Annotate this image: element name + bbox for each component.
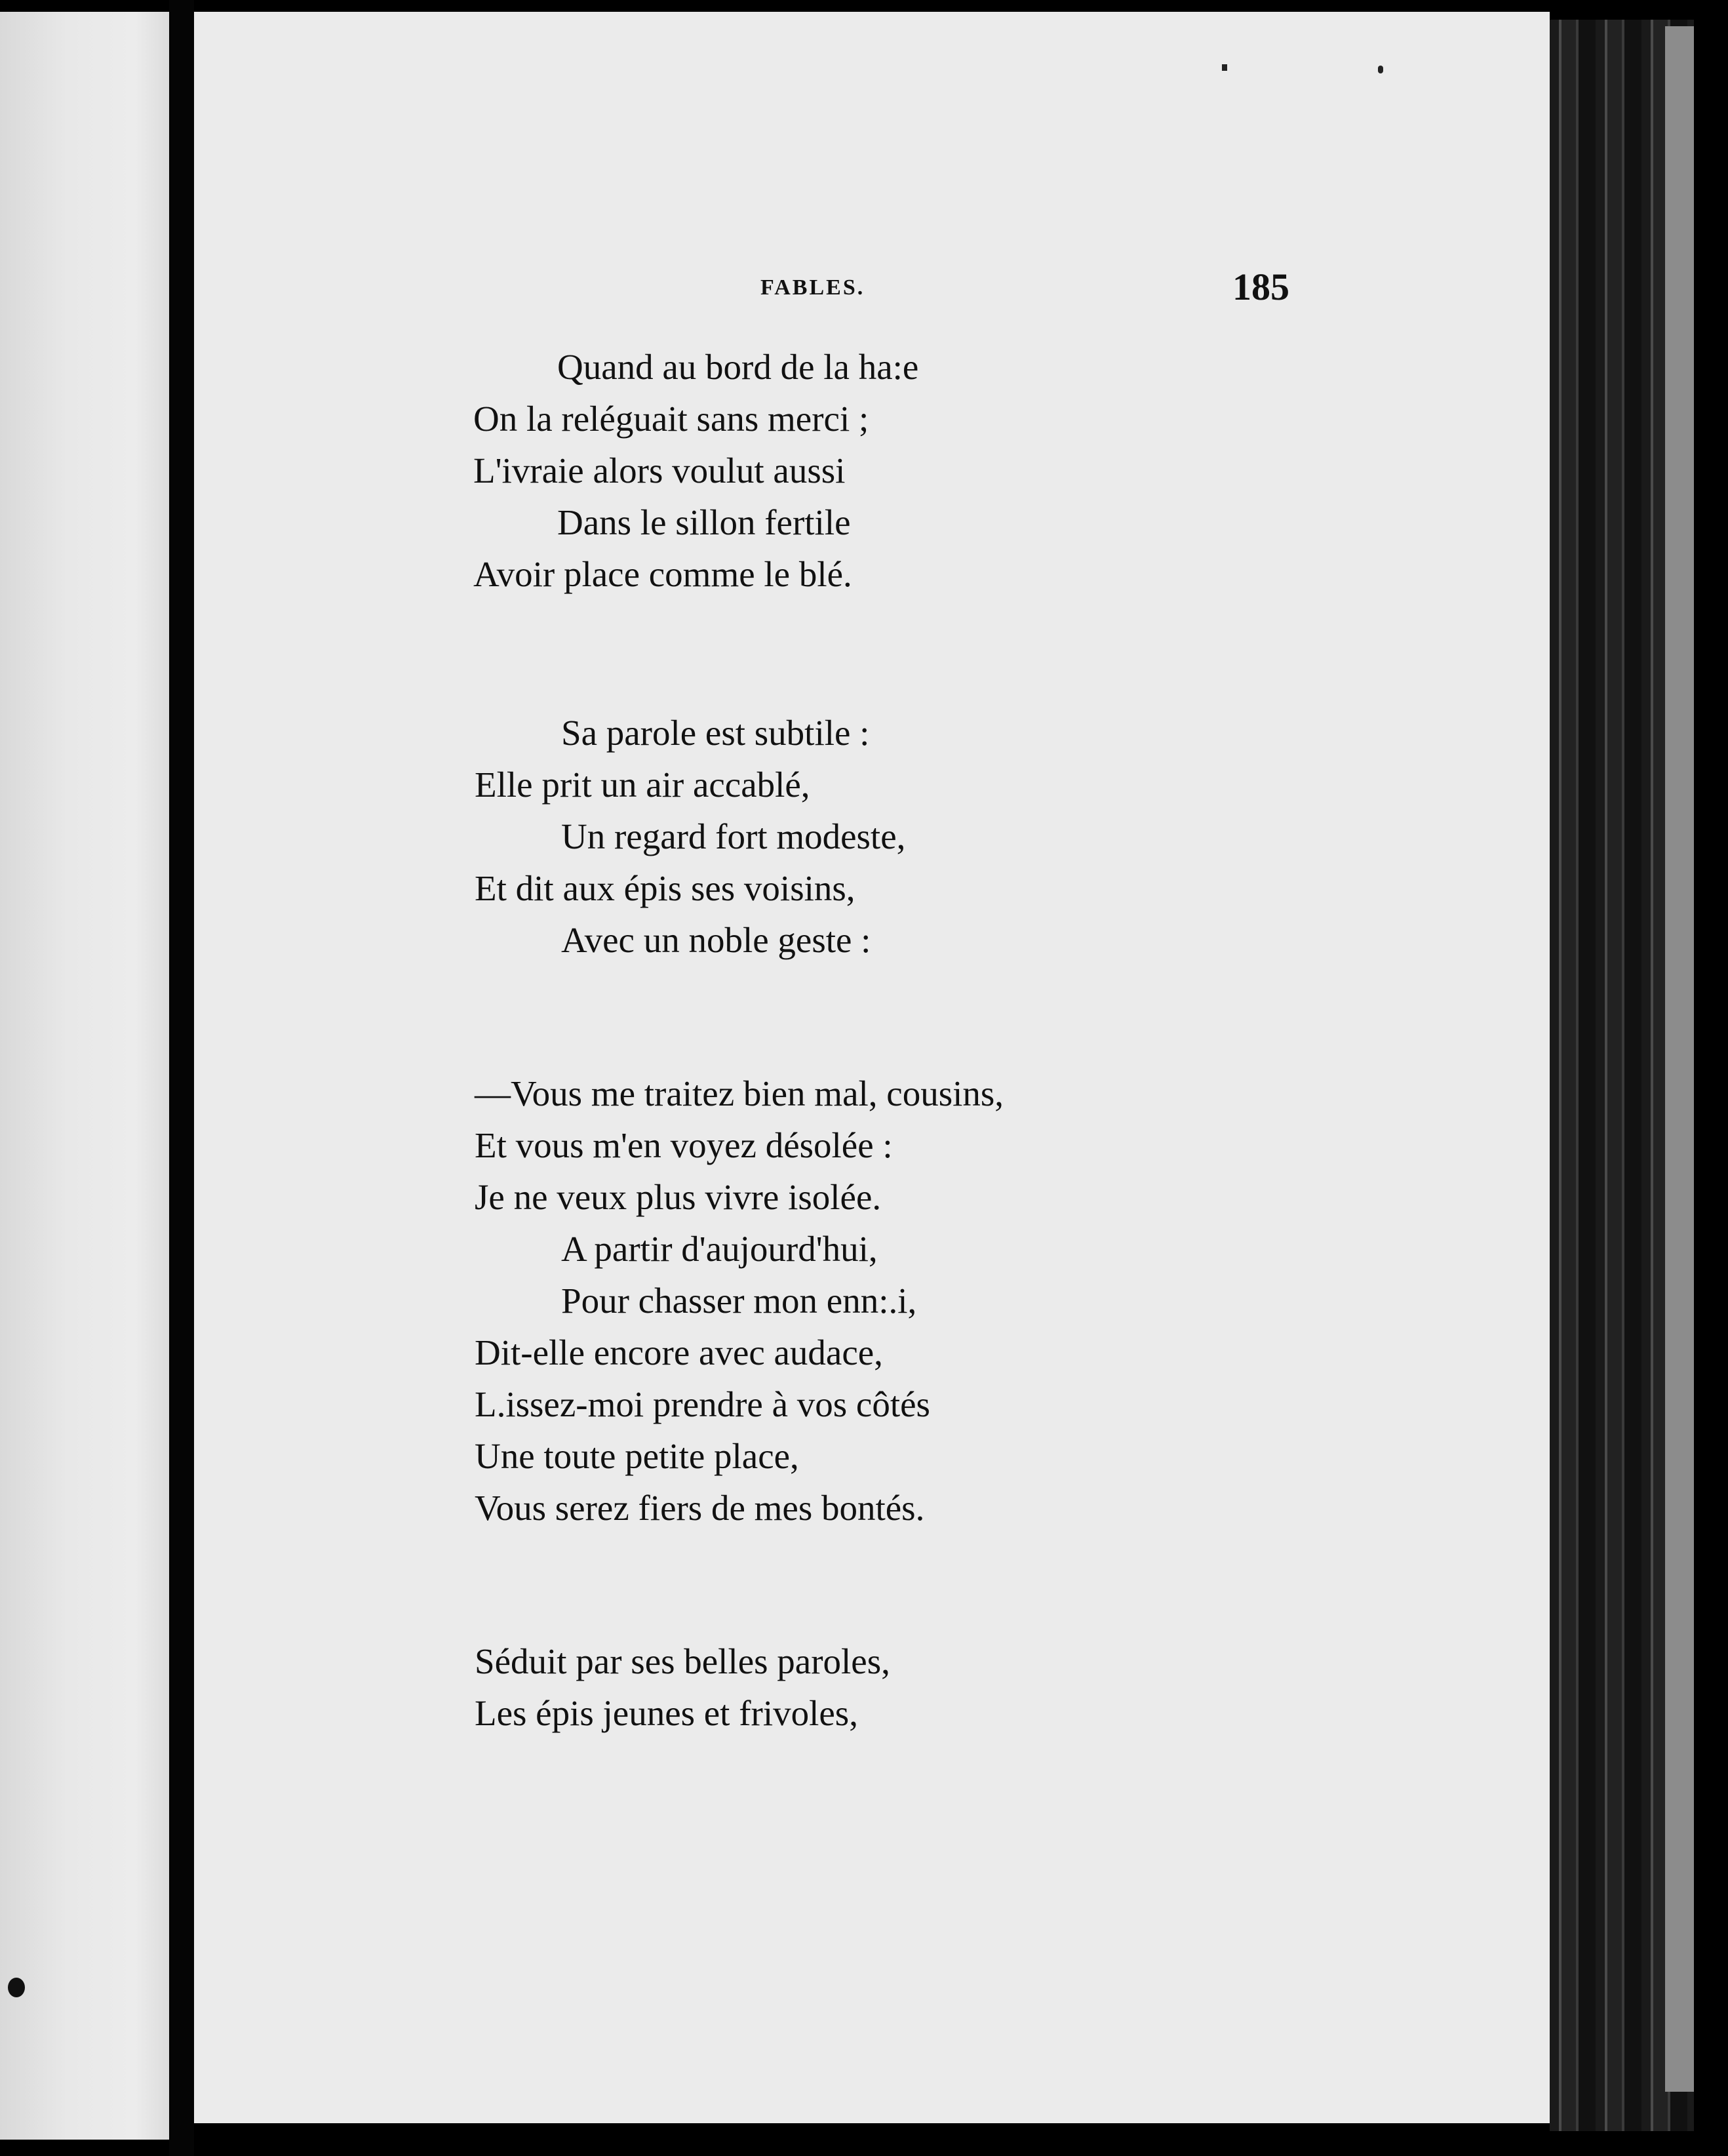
book-page — [194, 12, 1550, 2123]
dust-speck — [1378, 66, 1383, 73]
verse-line: Les épis jeunes et frivoles, — [475, 1693, 858, 1733]
verse-line: Sa parole est subtile : — [561, 713, 870, 753]
verse-line: Vous serez fiers de mes bontés. — [475, 1488, 925, 1528]
page-stack-edge-light — [1665, 26, 1694, 2092]
verse-line: L'ivraie alors voulut aussi — [473, 450, 846, 490]
verse-line: Et vous m'en voyez désolée : — [475, 1125, 893, 1165]
page-number: 185 — [1232, 266, 1289, 308]
verse-line: Un regard fort modeste, — [561, 816, 906, 856]
dust-speck — [1222, 64, 1227, 71]
facing-page-edge — [0, 12, 169, 2140]
verse-line: Pour chasser mon enn:.i, — [561, 1281, 917, 1321]
verse-line: Avoir place comme le blé. — [473, 554, 852, 594]
verse-line: On la reléguait sans merci ; — [473, 399, 869, 439]
verse-line: Quand au bord de la ha:e — [557, 347, 919, 387]
verse-line: Elle prit un air accablé, — [475, 765, 810, 805]
book-gutter — [169, 0, 194, 2156]
verse-line: —Vous me traitez bien mal, cousins, — [475, 1073, 1004, 1113]
verse-line: Avec un noble geste : — [561, 920, 871, 960]
verse-line: Dans le sillon fertile — [557, 502, 851, 542]
verse-line: Je ne veux plus vivre isolée. — [475, 1177, 882, 1217]
verse-line: Et dit aux épis ses voisins, — [475, 868, 855, 908]
verse-line: Une toute petite place, — [475, 1436, 799, 1476]
verse-line: A partir d'aujourd'hui, — [561, 1229, 878, 1269]
verse-line: Séduit par ses belles paroles, — [475, 1641, 890, 1681]
verse-line: Dit-elle encore avec audace, — [475, 1332, 883, 1372]
verse-line: L.issez-moi prendre à vos côtés — [475, 1384, 930, 1424]
running-head: FABLES. — [760, 275, 865, 300]
ink-speck — [8, 1978, 25, 1997]
